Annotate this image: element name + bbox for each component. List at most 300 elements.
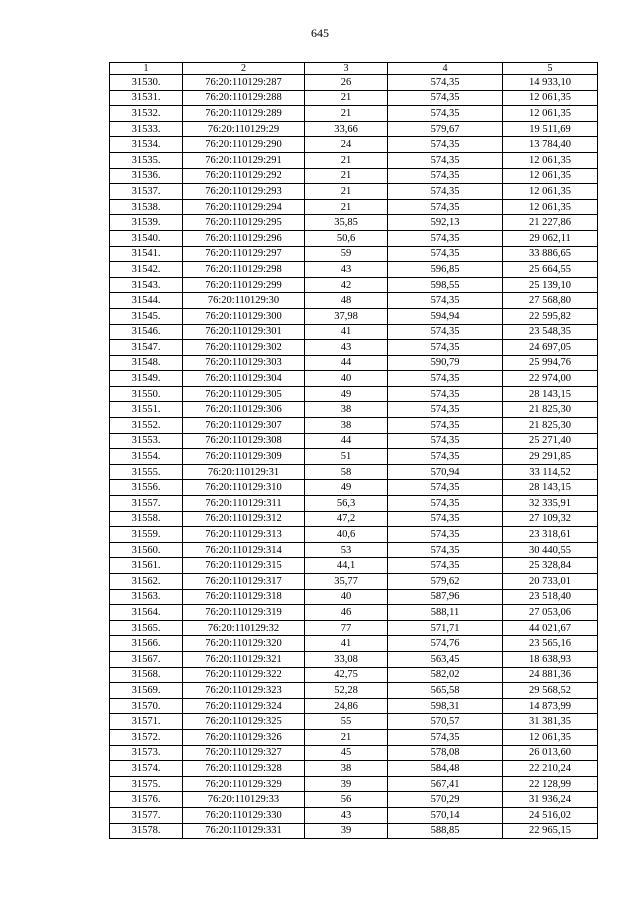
value-cell: 22 974,00	[503, 371, 598, 387]
value-cell: 22 128,99	[503, 776, 598, 792]
rate-cell: 574,35	[388, 449, 503, 465]
table-row	[110, 823, 598, 839]
area-cell: 38	[305, 761, 388, 777]
rate-cell: 570,14	[388, 807, 503, 823]
value-cell: 44 021,67	[503, 620, 598, 636]
rate-cell: 574,35	[388, 137, 503, 153]
row-number-cell: 31572.	[110, 729, 183, 745]
area-cell: 26	[305, 75, 388, 91]
row-number-cell: 31562.	[110, 574, 183, 590]
value-cell: 14 933,10	[503, 75, 598, 91]
row-number-cell: 31540.	[110, 230, 183, 246]
row-number-cell: 31555.	[110, 464, 183, 480]
row-number-cell: 31552.	[110, 418, 183, 434]
table-row	[110, 527, 598, 543]
row-number-cell: 31547.	[110, 340, 183, 356]
cadastral-number-cell: 76:20:110129:329	[183, 776, 305, 792]
rate-cell: 582,02	[388, 667, 503, 683]
rate-cell: 571,71	[388, 620, 503, 636]
row-number-cell: 31565.	[110, 620, 183, 636]
value-cell: 12 061,35	[503, 184, 598, 200]
row-number-cell: 31575.	[110, 776, 183, 792]
cadastral-number-cell: 76:20:110129:319	[183, 605, 305, 621]
rate-cell: 574,35	[388, 324, 503, 340]
area-cell: 39	[305, 823, 388, 839]
table-row	[110, 558, 598, 574]
row-number-cell: 31570.	[110, 698, 183, 714]
cadastral-number-cell: 76:20:110129:317	[183, 574, 305, 590]
rate-cell: 598,55	[388, 277, 503, 293]
area-cell: 41	[305, 636, 388, 652]
cadastral-number-cell: 76:20:110129:298	[183, 262, 305, 278]
table-row	[110, 667, 598, 683]
rate-cell: 598,31	[388, 698, 503, 714]
cadastral-number-cell: 76:20:110129:309	[183, 449, 305, 465]
value-cell: 18 638,93	[503, 651, 598, 667]
cadastral-number-cell: 76:20:110129:320	[183, 636, 305, 652]
area-cell: 38	[305, 402, 388, 418]
rate-cell: 574,35	[388, 386, 503, 402]
cadastral-number-cell: 76:20:110129:295	[183, 215, 305, 231]
value-cell: 12 061,35	[503, 152, 598, 168]
value-cell: 23 318,61	[503, 527, 598, 543]
value-cell: 22 210,24	[503, 761, 598, 777]
table-row	[110, 464, 598, 480]
table-row	[110, 589, 598, 605]
value-cell: 28 143,15	[503, 386, 598, 402]
rate-cell: 574,35	[388, 527, 503, 543]
value-cell: 13 784,40	[503, 137, 598, 153]
rate-cell: 574,35	[388, 418, 503, 434]
row-number-cell: 31568.	[110, 667, 183, 683]
area-cell: 44	[305, 355, 388, 371]
area-cell: 59	[305, 246, 388, 262]
cadastral-number-cell: 76:20:110129:300	[183, 308, 305, 324]
row-number-cell: 31566.	[110, 636, 183, 652]
value-cell: 32 335,91	[503, 496, 598, 512]
rate-cell: 587,96	[388, 589, 503, 605]
row-number-cell: 31553.	[110, 433, 183, 449]
value-cell: 21 825,30	[503, 418, 598, 434]
table-row	[110, 168, 598, 184]
row-number-cell: 31551.	[110, 402, 183, 418]
row-number-cell: 31576.	[110, 792, 183, 808]
value-cell: 26 013,60	[503, 745, 598, 761]
rate-cell: 574,35	[388, 230, 503, 246]
value-cell: 27 568,80	[503, 293, 598, 309]
cadastral-number-cell: 76:20:110129:314	[183, 542, 305, 558]
value-cell: 29 291,85	[503, 449, 598, 465]
table-row	[110, 761, 598, 777]
row-number-cell: 31541.	[110, 246, 183, 262]
rate-cell: 574,35	[388, 75, 503, 91]
area-cell: 43	[305, 262, 388, 278]
rate-cell: 570,29	[388, 792, 503, 808]
area-cell: 40,6	[305, 527, 388, 543]
table-row	[110, 308, 598, 324]
cadastral-number-cell: 76:20:110129:288	[183, 90, 305, 106]
cadastral-number-cell: 76:20:110129:324	[183, 698, 305, 714]
rate-cell: 574,35	[388, 496, 503, 512]
rate-cell: 574,35	[388, 433, 503, 449]
table-row	[110, 714, 598, 730]
value-cell: 24 516,02	[503, 807, 598, 823]
cadastral-number-cell: 76:20:110129:290	[183, 137, 305, 153]
cadastral-number-cell: 76:20:110129:31	[183, 464, 305, 480]
value-cell: 12 061,35	[503, 90, 598, 106]
value-cell: 28 143,15	[503, 480, 598, 496]
rate-cell: 574,35	[388, 184, 503, 200]
rate-cell: 567,41	[388, 776, 503, 792]
value-cell: 23 518,40	[503, 589, 598, 605]
area-cell: 35,85	[305, 215, 388, 231]
rate-cell: 574,35	[388, 106, 503, 122]
area-cell: 56,3	[305, 496, 388, 512]
rate-cell: 574,35	[388, 246, 503, 262]
page-number: 645	[311, 26, 329, 40]
table-row	[110, 324, 598, 340]
value-cell: 29 568,52	[503, 683, 598, 699]
row-number-cell: 31556.	[110, 480, 183, 496]
row-number-cell: 31542.	[110, 262, 183, 278]
table-row	[110, 371, 598, 387]
value-cell: 20 733,01	[503, 574, 598, 590]
row-number-cell: 31538.	[110, 199, 183, 215]
value-cell: 25 139,10	[503, 277, 598, 293]
area-cell: 21	[305, 168, 388, 184]
rate-cell: 574,35	[388, 729, 503, 745]
cadastral-number-cell: 76:20:110129:321	[183, 651, 305, 667]
row-number-cell: 31546.	[110, 324, 183, 340]
area-cell: 33,08	[305, 651, 388, 667]
area-cell: 24	[305, 137, 388, 153]
value-cell: 23 565,16	[503, 636, 598, 652]
row-number-cell: 31564.	[110, 605, 183, 621]
area-cell: 49	[305, 386, 388, 402]
area-cell: 49	[305, 480, 388, 496]
table-row	[110, 418, 598, 434]
table-row	[110, 293, 598, 309]
value-cell: 19 511,69	[503, 121, 598, 137]
row-number-cell: 31530.	[110, 75, 183, 91]
value-cell: 25 328,84	[503, 558, 598, 574]
row-number-cell: 31578.	[110, 823, 183, 839]
cadastral-number-cell: 76:20:110129:313	[183, 527, 305, 543]
value-cell: 25 271,40	[503, 433, 598, 449]
cadastral-number-cell: 76:20:110129:297	[183, 246, 305, 262]
table-row	[110, 480, 598, 496]
area-cell: 42	[305, 277, 388, 293]
row-number-cell: 31537.	[110, 184, 183, 200]
table-row	[110, 340, 598, 356]
table-row	[110, 386, 598, 402]
value-cell: 12 061,35	[503, 106, 598, 122]
cadastral-number-cell: 76:20:110129:318	[183, 589, 305, 605]
area-cell: 47,2	[305, 511, 388, 527]
rate-cell: 584,48	[388, 761, 503, 777]
column-header-5: 5	[503, 63, 598, 75]
row-number-cell: 31560.	[110, 542, 183, 558]
cadastral-number-cell: 76:20:110129:322	[183, 667, 305, 683]
rate-cell: 594,94	[388, 308, 503, 324]
table-row	[110, 121, 598, 137]
table-row	[110, 574, 598, 590]
rate-cell: 579,62	[388, 574, 503, 590]
value-cell: 25 664,55	[503, 262, 598, 278]
table-row	[110, 277, 598, 293]
area-cell: 55	[305, 714, 388, 730]
row-number-cell: 31548.	[110, 355, 183, 371]
cadastral-number-cell: 76:20:110129:292	[183, 168, 305, 184]
area-cell: 24,86	[305, 698, 388, 714]
rate-cell: 565,58	[388, 683, 503, 699]
row-number-cell: 31557.	[110, 496, 183, 512]
row-number-cell: 31533.	[110, 121, 183, 137]
rate-cell: 574,35	[388, 558, 503, 574]
cadastral-number-cell: 76:20:110129:303	[183, 355, 305, 371]
area-cell: 21	[305, 729, 388, 745]
area-cell: 40	[305, 589, 388, 605]
column-header-1: 1	[110, 63, 183, 75]
table-row	[110, 230, 598, 246]
table-row	[110, 184, 598, 200]
table-row	[110, 152, 598, 168]
rate-cell: 579,67	[388, 121, 503, 137]
value-cell: 29 062,11	[503, 230, 598, 246]
table-row	[110, 355, 598, 371]
row-number-cell: 31534.	[110, 137, 183, 153]
row-number-cell: 31571.	[110, 714, 183, 730]
area-cell: 21	[305, 90, 388, 106]
cadastral-number-cell: 76:20:110129:325	[183, 714, 305, 730]
value-cell: 27 053,06	[503, 605, 598, 621]
table-row	[110, 683, 598, 699]
area-cell: 43	[305, 807, 388, 823]
row-number-cell: 31554.	[110, 449, 183, 465]
table-row	[110, 402, 598, 418]
value-cell: 12 061,35	[503, 168, 598, 184]
cadastral-number-cell: 76:20:110129:293	[183, 184, 305, 200]
table-row	[110, 620, 598, 636]
area-cell: 38	[305, 418, 388, 434]
table-row	[110, 651, 598, 667]
rate-cell: 574,35	[388, 480, 503, 496]
cadastral-number-cell: 76:20:110129:305	[183, 386, 305, 402]
table-row	[110, 745, 598, 761]
rate-cell: 588,11	[388, 605, 503, 621]
rate-cell: 574,35	[388, 199, 503, 215]
cadastral-number-cell: 76:20:110129:327	[183, 745, 305, 761]
row-number-cell: 31577.	[110, 807, 183, 823]
area-cell: 21	[305, 199, 388, 215]
row-number-cell: 31569.	[110, 683, 183, 699]
table-row	[110, 496, 598, 512]
table-row	[110, 807, 598, 823]
value-cell: 22 595,82	[503, 308, 598, 324]
cadastral-number-cell: 76:20:110129:315	[183, 558, 305, 574]
rate-cell: 574,35	[388, 293, 503, 309]
area-cell: 44	[305, 433, 388, 449]
row-number-cell: 31531.	[110, 90, 183, 106]
row-number-cell: 31559.	[110, 527, 183, 543]
rate-cell: 590,79	[388, 355, 503, 371]
cadastral-number-cell: 76:20:110129:289	[183, 106, 305, 122]
area-cell: 37,98	[305, 308, 388, 324]
area-cell: 35,77	[305, 574, 388, 590]
value-cell: 21 227,86	[503, 215, 598, 231]
area-cell: 33,66	[305, 121, 388, 137]
rate-cell: 592,13	[388, 215, 503, 231]
area-cell: 51	[305, 449, 388, 465]
row-number-cell: 31539.	[110, 215, 183, 231]
value-cell: 30 440,55	[503, 542, 598, 558]
column-header-3: 3	[305, 63, 388, 75]
area-cell: 77	[305, 620, 388, 636]
rate-cell: 578,08	[388, 745, 503, 761]
column-header-2: 2	[183, 63, 305, 75]
table-row	[110, 511, 598, 527]
cadastral-number-cell: 76:20:110129:32	[183, 620, 305, 636]
cadastral-number-cell: 76:20:110129:302	[183, 340, 305, 356]
cadastral-number-cell: 76:20:110129:326	[183, 729, 305, 745]
cadastral-number-cell: 76:20:110129:306	[183, 402, 305, 418]
cadastral-number-cell: 76:20:110129:307	[183, 418, 305, 434]
row-number-cell: 31550.	[110, 386, 183, 402]
data-table	[109, 62, 598, 839]
table-row	[110, 137, 598, 153]
area-cell: 50,6	[305, 230, 388, 246]
table-row	[110, 90, 598, 106]
area-cell: 52,28	[305, 683, 388, 699]
row-number-cell: 31545.	[110, 308, 183, 324]
rate-cell: 574,35	[388, 542, 503, 558]
area-cell: 45	[305, 745, 388, 761]
cadastral-number-cell: 76:20:110129:294	[183, 199, 305, 215]
table-row	[110, 792, 598, 808]
table-row	[110, 199, 598, 215]
cadastral-number-cell: 76:20:110129:323	[183, 683, 305, 699]
cadastral-number-cell: 76:20:110129:328	[183, 761, 305, 777]
cadastral-number-cell: 76:20:110129:330	[183, 807, 305, 823]
table-header-row	[110, 63, 598, 75]
value-cell: 33 114,52	[503, 464, 598, 480]
table-row	[110, 698, 598, 714]
table-row	[110, 75, 598, 91]
rate-cell: 574,35	[388, 371, 503, 387]
rate-cell: 563,45	[388, 651, 503, 667]
table-row	[110, 433, 598, 449]
row-number-cell: 31563.	[110, 589, 183, 605]
value-cell: 25 994,76	[503, 355, 598, 371]
area-cell: 53	[305, 542, 388, 558]
value-cell: 27 109,32	[503, 511, 598, 527]
area-cell: 56	[305, 792, 388, 808]
value-cell: 24 881,36	[503, 667, 598, 683]
area-cell: 21	[305, 152, 388, 168]
cadastral-number-cell: 76:20:110129:33	[183, 792, 305, 808]
rate-cell: 574,76	[388, 636, 503, 652]
area-cell: 41	[305, 324, 388, 340]
rate-cell: 574,35	[388, 340, 503, 356]
row-number-cell: 31574.	[110, 761, 183, 777]
value-cell: 14 873,99	[503, 698, 598, 714]
row-number-cell: 31535.	[110, 152, 183, 168]
value-cell: 12 061,35	[503, 729, 598, 745]
area-cell: 21	[305, 184, 388, 200]
value-cell: 33 886,65	[503, 246, 598, 262]
row-number-cell: 31549.	[110, 371, 183, 387]
value-cell: 12 061,35	[503, 199, 598, 215]
rate-cell: 574,35	[388, 511, 503, 527]
cadastral-number-cell: 76:20:110129:312	[183, 511, 305, 527]
value-cell: 24 697,05	[503, 340, 598, 356]
area-cell: 21	[305, 106, 388, 122]
value-cell: 31 381,35	[503, 714, 598, 730]
row-number-cell: 31544.	[110, 293, 183, 309]
table-row	[110, 449, 598, 465]
value-cell: 21 825,30	[503, 402, 598, 418]
rate-cell: 570,94	[388, 464, 503, 480]
area-cell: 42,75	[305, 667, 388, 683]
column-header-4: 4	[388, 63, 503, 75]
table-row	[110, 542, 598, 558]
area-cell: 39	[305, 776, 388, 792]
area-cell: 44,1	[305, 558, 388, 574]
table-row	[110, 262, 598, 278]
cadastral-number-cell: 76:20:110129:299	[183, 277, 305, 293]
area-cell: 58	[305, 464, 388, 480]
table-row	[110, 729, 598, 745]
table-body	[110, 75, 598, 839]
row-number-cell: 31532.	[110, 106, 183, 122]
table-row	[110, 215, 598, 231]
table-row	[110, 605, 598, 621]
row-number-cell: 31567.	[110, 651, 183, 667]
area-cell: 48	[305, 293, 388, 309]
cadastral-number-cell: 76:20:110129:29	[183, 121, 305, 137]
area-cell: 46	[305, 605, 388, 621]
area-cell: 40	[305, 371, 388, 387]
row-number-cell: 31573.	[110, 745, 183, 761]
cadastral-number-cell: 76:20:110129:296	[183, 230, 305, 246]
rate-cell: 570,57	[388, 714, 503, 730]
table-row	[110, 246, 598, 262]
cadastral-number-cell: 76:20:110129:30	[183, 293, 305, 309]
cadastral-number-cell: 76:20:110129:291	[183, 152, 305, 168]
value-cell: 31 936,24	[503, 792, 598, 808]
table-row	[110, 106, 598, 122]
table-row	[110, 636, 598, 652]
row-number-cell: 31561.	[110, 558, 183, 574]
row-number-cell: 31558.	[110, 511, 183, 527]
cadastral-number-cell: 76:20:110129:310	[183, 480, 305, 496]
rate-cell: 574,35	[388, 168, 503, 184]
row-number-cell: 31543.	[110, 277, 183, 293]
rate-cell: 574,35	[388, 152, 503, 168]
row-number-cell: 31536.	[110, 168, 183, 184]
cadastral-number-cell: 76:20:110129:287	[183, 75, 305, 91]
rate-cell: 596,85	[388, 262, 503, 278]
value-cell: 22 965,15	[503, 823, 598, 839]
value-cell: 23 548,35	[503, 324, 598, 340]
table-row	[110, 776, 598, 792]
cadastral-number-cell: 76:20:110129:304	[183, 371, 305, 387]
cadastral-number-cell: 76:20:110129:311	[183, 496, 305, 512]
cadastral-number-cell: 76:20:110129:331	[183, 823, 305, 839]
cadastral-number-cell: 76:20:110129:301	[183, 324, 305, 340]
rate-cell: 588,85	[388, 823, 503, 839]
rate-cell: 574,35	[388, 90, 503, 106]
